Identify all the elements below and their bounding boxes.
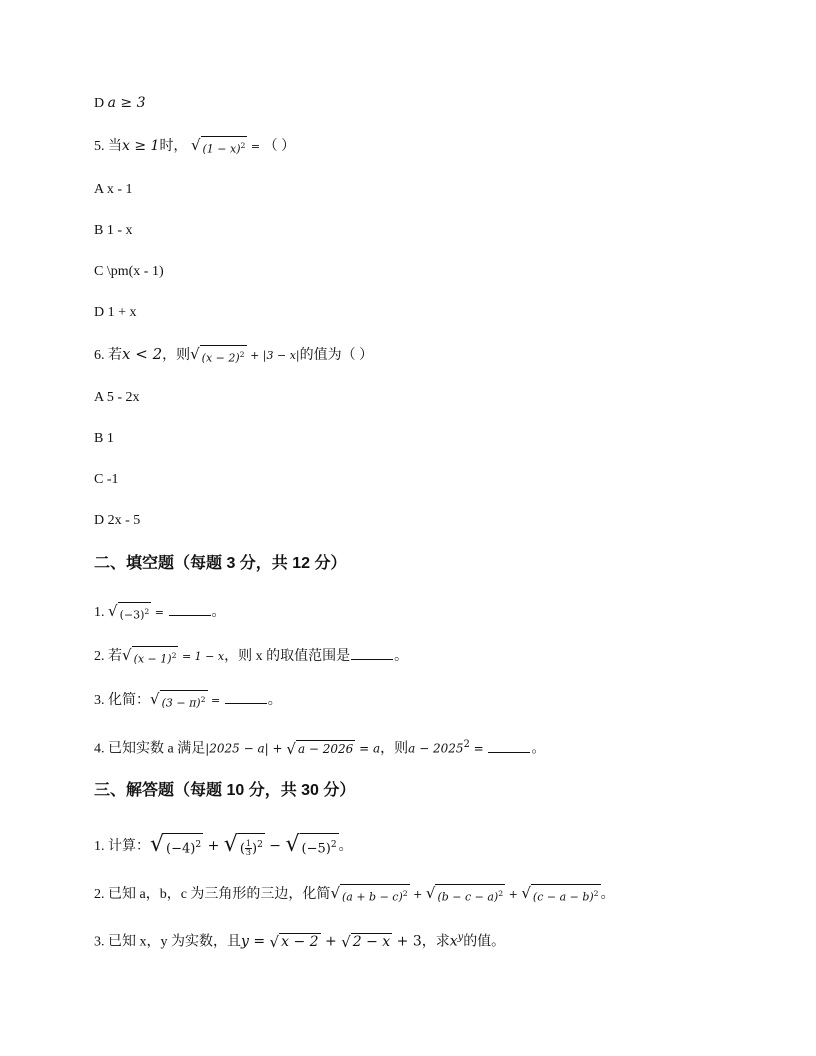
fill-question-3 — [94, 690, 282, 712]
math-tail: + |3 − x| — [246, 349, 300, 362]
radicand: a − 2026 — [297, 742, 354, 757]
radicand: (3 − π) — [161, 696, 201, 710]
sqrt-expression: √ $(a + b - c)^2$ — [330, 884, 408, 904]
exponent: 2 — [463, 739, 470, 750]
question-suffix: 。 — [531, 741, 546, 757]
fill-question-4 — [94, 735, 545, 760]
question-mid: ，求 — [421, 934, 450, 950]
math-expression: a ≥ 3 — [107, 95, 146, 111]
question-prefix: 3. 化简： — [94, 693, 150, 709]
section-note: （每题 3 分，共 12 分） — [174, 555, 347, 572]
radicand: (−3) — [119, 608, 145, 622]
equals-sign: = — [469, 741, 488, 756]
sqrt-fraction-expression: √ ( $\frac{1}{3}$ )$^2$ — [224, 833, 265, 860]
sqrt-expression: √ $(x - 2)^2$ — [190, 344, 245, 365]
question-prefix: 2. 若 — [94, 649, 122, 665]
radicand: (1 − x) — [202, 142, 241, 156]
equation-lhs: y = — [241, 933, 270, 950]
sqrt-expression: √ $(-4)^2$ — [150, 833, 203, 860]
answer-blank[interactable] — [169, 603, 211, 616]
answer-parens: （ ） — [263, 139, 296, 155]
math-condition: x < 2 — [122, 345, 163, 363]
result-expression: a − 2025 — [408, 741, 464, 756]
math-tail: = a — [355, 741, 381, 756]
sqrt-expression: √ $(3 - \pi)^2$ — [150, 690, 206, 710]
question-suffix: 的值为（ ） — [299, 348, 374, 363]
exponent: 2 — [195, 840, 202, 851]
denominator: 3 — [245, 848, 251, 858]
answer-blank[interactable] — [488, 740, 530, 753]
question-suffix: 。 — [394, 649, 409, 665]
numerator: 1 — [245, 839, 251, 849]
math-tail: = — [247, 140, 264, 154]
question-mid: ，则 x 的取值范围是 — [224, 649, 351, 665]
section-3-heading — [94, 780, 355, 802]
fraction — [245, 840, 252, 857]
question-6 — [94, 344, 373, 367]
minus-sign: − — [264, 838, 286, 854]
option-a-q5: A x - 1 — [94, 182, 133, 197]
math-tail: + 3 — [392, 933, 422, 950]
sqrt-expression: √ a − 2026 — [286, 740, 354, 759]
solve-question-1 — [94, 833, 353, 860]
exponent: 2 — [144, 607, 150, 616]
abs-expression: |2025 − a| + — [205, 741, 287, 756]
sqrt-expression: √ 2 − x — [341, 933, 391, 952]
radicand: (a + b − c) — [342, 890, 403, 904]
radicand: (b − c − a) — [437, 890, 499, 904]
radicand: (−4) — [166, 841, 196, 857]
sqrt-expression: √ x − 2 — [269, 933, 319, 952]
plus-sign: + — [505, 888, 522, 902]
exponent: 2 — [200, 695, 206, 704]
section-note: （每题 10 分，共 30 分） — [174, 782, 356, 799]
exponent: 2 — [239, 349, 245, 359]
answer-blank[interactable] — [351, 647, 393, 660]
question-suffix: 。 — [600, 887, 615, 903]
question-mid: 时， — [159, 139, 188, 155]
exponent: 2 — [593, 889, 599, 898]
exponent: 2 — [257, 840, 263, 851]
question-prefix: 6. 若 — [94, 348, 122, 363]
sqrt-expression: √ $(b - c - a)^2$ — [425, 884, 504, 904]
solve-question-2 — [94, 884, 615, 906]
question-prefix: 1. — [94, 605, 108, 621]
math-tail: = — [207, 694, 224, 708]
option-d-q5: D 1 + x — [94, 305, 137, 320]
question-prefix: 4. 已知实数 a 满足 — [94, 741, 206, 757]
solve-question-3 — [94, 928, 505, 953]
plus-sign: + — [320, 933, 342, 950]
question-mid: ，则 — [380, 741, 409, 757]
math-tail: = — [151, 606, 168, 620]
plus-sign: + — [409, 888, 426, 902]
question-prefix: 5. 当 — [94, 139, 122, 155]
answer-blank[interactable] — [225, 691, 267, 704]
radicand: (x − 1) — [133, 652, 172, 666]
question-5 — [94, 136, 295, 158]
radicand: (−5) — [301, 841, 331, 857]
question-prefix: 1. 计算： — [94, 839, 150, 854]
question-suffix: 。 — [267, 693, 282, 709]
power-base: x — [449, 933, 458, 950]
question-suffix: 。 — [338, 839, 353, 854]
radicand: (c − a − b) — [532, 890, 594, 904]
exponent: 2 — [240, 141, 246, 150]
sqrt-expression: √ $(-5)^2$ — [286, 833, 339, 860]
question-suffix: 的值。 — [463, 934, 506, 950]
section-2-heading — [94, 553, 347, 575]
radicand: (x − 2) — [201, 351, 240, 365]
radicand: 2 − x — [352, 934, 391, 951]
exponent: 2 — [171, 651, 177, 660]
option-d-q4 — [94, 93, 146, 114]
math-tail: = 1 − x — [178, 650, 225, 664]
sqrt-expression: √ $(1 - x)^2$ — [190, 136, 246, 156]
option-b-q5: B 1 - x — [94, 223, 133, 238]
exponent: 2 — [498, 889, 504, 898]
fill-question-1 — [94, 602, 226, 624]
sqrt-expression: √ $(x - 1)^2$ — [122, 646, 177, 666]
section-title: 三、解答题 — [94, 782, 175, 799]
section-title: 二、填空题 — [94, 555, 175, 572]
fill-question-2 — [94, 646, 408, 668]
option-a-q6: A 5 - 2x — [94, 390, 140, 405]
option-d-q6: D 2x - 5 — [94, 513, 141, 528]
question-suffix: 。 — [211, 605, 226, 621]
option-c-q5: C \pm(x - 1) — [94, 264, 164, 279]
radicand: x − 2 — [281, 934, 319, 951]
sqrt-expression: √ $(-3)^2$ — [108, 602, 150, 622]
option-b-q6: B 1 — [94, 431, 114, 446]
sqrt-expression: √ $(c - a - b)^2$ — [521, 884, 599, 904]
question-prefix: 2. 已知 a，b，c 为三角形的三边，化简 — [94, 887, 331, 903]
power-exponent: y — [457, 932, 464, 943]
exponent: 2 — [330, 840, 337, 851]
question-prefix: 3. 已知 x，y 为实数，且 — [94, 934, 241, 950]
question-mid: ，则 — [162, 348, 191, 363]
option-label: D — [94, 96, 108, 111]
plus-sign: + — [203, 838, 224, 854]
exponent: 2 — [402, 889, 408, 898]
math-condition: x ≥ 1 — [122, 138, 160, 155]
option-c-q6: C -1 — [94, 472, 119, 487]
